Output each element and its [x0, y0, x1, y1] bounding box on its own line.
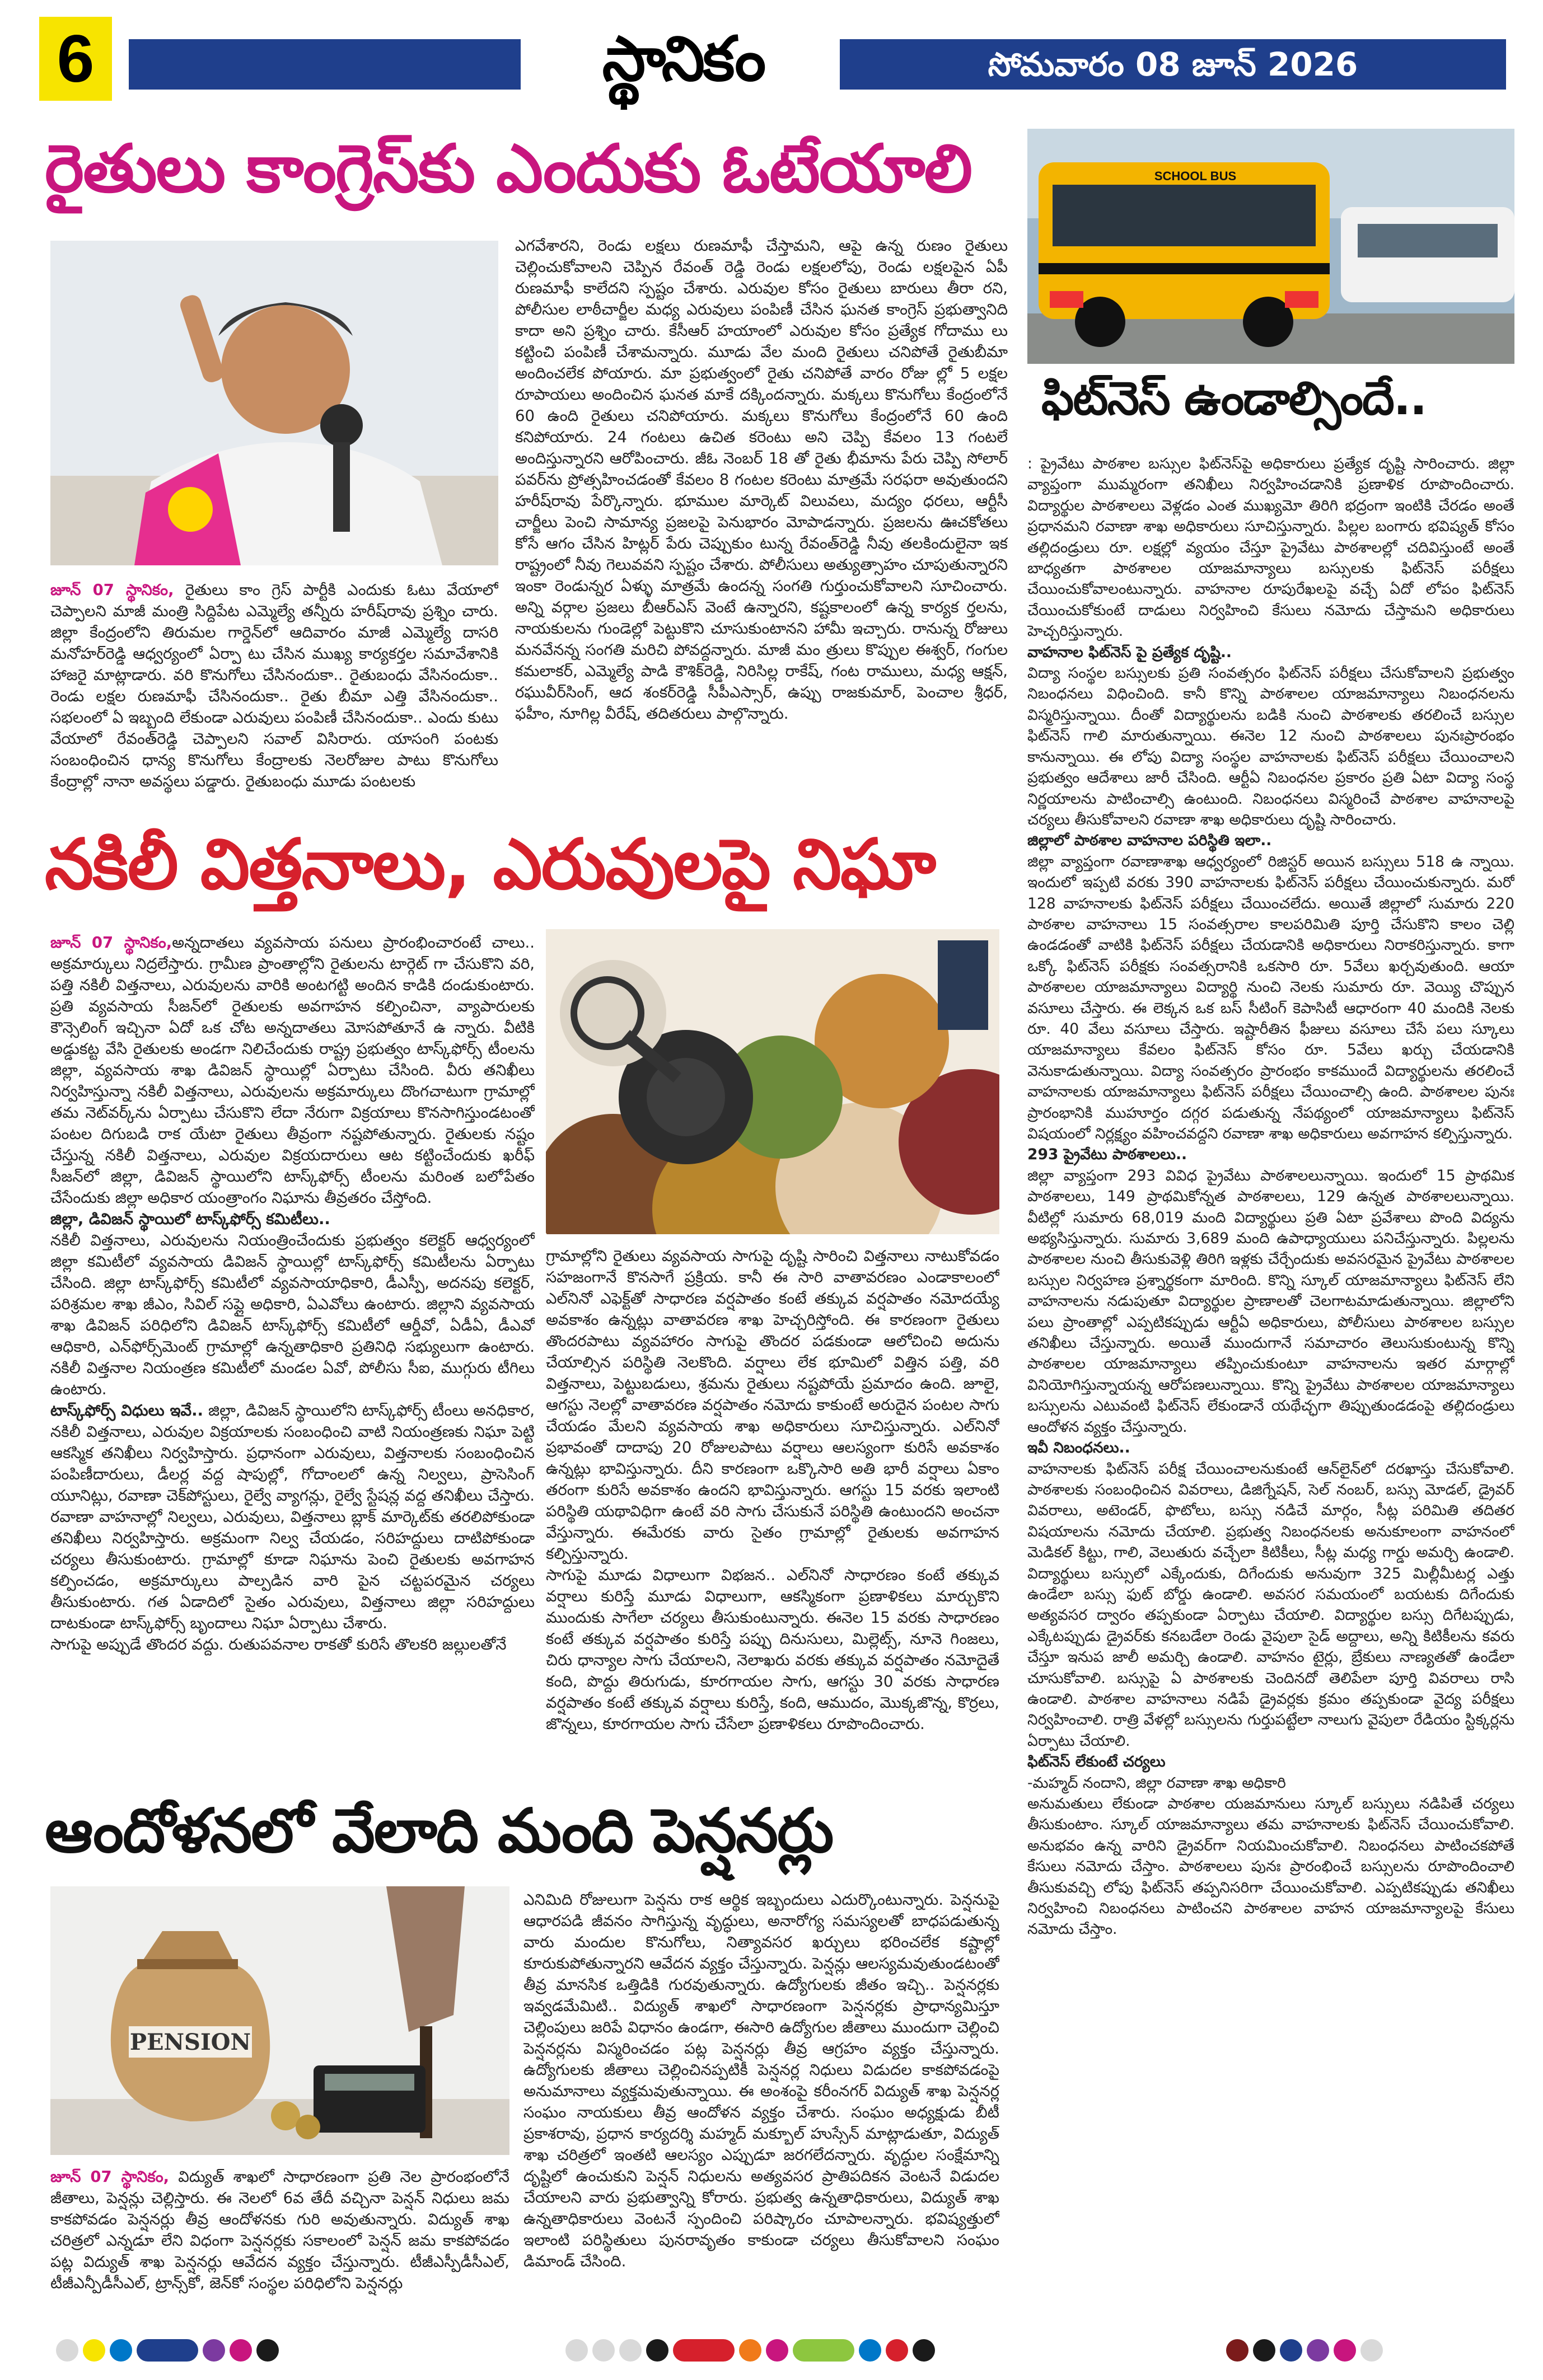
- footer-color-strip-right: [1226, 2337, 1506, 2364]
- footer-color-dot: [886, 2339, 908, 2362]
- header-band-left: [129, 39, 521, 90]
- footer-color-strip-left: [56, 2337, 448, 2364]
- pension-col1: [50, 2166, 509, 2317]
- seeds-body-1: అన్నదాతలు వ్యవసాయ పనులు ప్రారంభించారంటే చాలు.. అక్రమార్కులు నిద్రలేస్తారు. గ్రామీణ ప్రాంతాల్లోని రైతులను టార్గెట్ గా చేసుకొని వరి, పత్తి నకిలీ విత్తనాలు, ఎరువులను వారికి అంటగట్టి అందిన కాడికి దండుకుంటారు. ప్రతి వ్యవసాయ సీజన్‌లో రైతులకు అవగాహన కల్పించినా, వ్యాపారులకు కౌన్సెలింగ్ ఇచ్చినా ఏదో ఒక చోట అన్నదాతలు మోసపోతూనే ఉ న్నారు. వీటికి అడ్డుకట్ట వేసి రైతులకు అండగా నిలిచేందుకు రాష్ట్ర ప్రభుత్వం టాస్క్‌ఫోర్స్ టీంలను జిల్లా, వ్యవసాయ శాఖ డివిజన్ స్థాయిల్లో ఏర్పాటు చేసింది. వీరు తనిఖీలు నిర్వహిస్తున్నా నకిలీ విత్తనాలు, ఎరువులను అక్రమార్కులు దొంగచాటుగా గ్రామాల్లో తమ నెట్‌వర్క్‌ను ఏర్పాటు చేసుకొని లేదా నేరుగా విక్రయాలు కొనసాగిస్తుండటంతో పంటల దిగుబడి రాక యేటా రైతులు తీవ్రంగా నష్టపోతున్నారు. రైతులకు నష్టం చేస్తున్న నకిలీ విత్తనాలు, ఎరువుల విక్రయదారులు ఆట కట్టించేందుకు ఖరీఫ్ సీజన్‌లో జిల్లా, డివిజన్ స్థాయిలోని టాస్క్‌ఫోర్స్ టీంలను మరింత బలోపేతం చేసేందుకు జిల్లా అధికార యంత్రాంగం నిఘాను తీవ్రతరం చేస్తోంది.: [50, 934, 535, 1207]
- footer-color-dot: [1307, 2339, 1329, 2362]
- bus-photo-art: [1027, 129, 1514, 364]
- fitness-p1: : ప్రైవేటు పాఠశాల బస్సుల ఫిట్‌నెస్‌పై అధికారులు ప్రత్యేక దృష్టి సారించారు. జిల్లా వ్యాప్తంగా ముమ్మరంగా తనిఖీలు నిర్వహించడానికి ప్రణాళిక రూపొందించారు. విద్యార్థుల పాఠశాలలు వెళ్లడం ఎంత ముఖ్యమో తిరిగి భద్రంగా ఇంటికి చేరడం అంతే ప్రధానమని రవాణా శాఖ అధికారులు సూచిస్తున్నారు. పిల్లల బంగారు భవిష్యత్ కోసం తల్లిదండ్రులు రూ. లక్షల్లో వ్యయం చేస్తూ ప్రైవేటు పాఠశాలల్లో చదివిస్తుంటే అంతే బాధ్యతగా పాఠశాలల యాజమాన్యాలు బస్సులకు ఫిట్‌నెస్ పరీక్షలు చేయించుకోవాలంటున్నారు. వాహనాల రూపురేఖలపై వచ్చే ఏదో లోపం ఫిట్‌నెస్ చేయించుకోకుంటే దాడులు నిర్వహించి కేసులు నమోదు చేస్తామని అధికారులు హెచ్చరిస్తున్నారు.: [1027, 455, 1514, 640]
- issue-date: సోమవారం 08 జూన్ 2026: [988, 45, 1358, 83]
- seeds-photo: [546, 929, 999, 1234]
- footer-color-dot: [1253, 2339, 1275, 2362]
- footer-color-dot: [110, 2339, 132, 2362]
- footer-color-dot: [1360, 2339, 1383, 2362]
- footer-color-dot: [56, 2339, 78, 2362]
- seeds-dateline: జూన్ 07 స్థానికం,: [50, 934, 172, 952]
- pension-dateline: జూన్ 07 స్థానికం,: [50, 2168, 170, 2186]
- headline-farmers: రైతులు కాంగ్రెస్‌కు ఎందుకు ఓటేయాలి: [45, 130, 971, 207]
- fitness-quote-attrib: -మహ్మద్ నందాని, జిల్లా రవాణా శాఖ అధికారి: [1027, 1774, 1286, 1792]
- footer-color-dot: [83, 2339, 105, 2362]
- leader-photo: [50, 241, 498, 565]
- farmers-col2: [515, 235, 1008, 817]
- fitness-p3: విద్యా సంస్థల బస్సులకు ప్రతి సంవత్సరం ఫిట్‌నెస్ పరీక్షలు చేసుకోవాలని ప్రభుత్వం నిబంధనలు విధించింది. కానీ కొన్ని పాఠశాలల యాజమాన్యాలు నిబంధనలను విస్మరిస్తున్నాయి. దీంతో విద్యార్థులను బడికి నుంచి పాఠశాలకు తరలించే బస్సుల ఫిట్‌నెస్ గాలి మారుతున్నాయి. ఈనెల 12 నుంచి పాఠశాలలు పునఃప్రారంభం కానున్నాయి. ఈ లోపు విద్యా సంస్థల వాహనాలకు ఫిట్‌నెస్ పరీక్షలు చేయించాలని ప్రభుత్వం ఆదేశాలు జారీ చేసింది. ఆర్టీఏ నిబంధనల ప్రకారం ప్రతి ఏటా విద్యా సంస్థ నిర్ణయాలను పాటించాల్సి ఉంటుంది. నిబంధనలు విస్మరించే పాఠశాల వాహనాలపై చర్యలు తీసుకోవాలని రవాణా శాఖ అధికారులు దృష్టి సారించారు.: [1027, 664, 1514, 828]
- footer-color-dot: [913, 2339, 935, 2362]
- footer-color-dot: [859, 2339, 881, 2362]
- fitness-body: [1027, 453, 1514, 2245]
- pension-body-2: ఎనిమిది రోజులుగా పెన్షను రాక ఆర్థిక ఇబ్బందులు ఎదుర్కొంటున్నారు. పెన్షనుపై ఆధారపడి జీవనం సాగిస్తున్న వృద్ధులు, అనారోగ్య సమస్యలతో బాధపడుతున్న వారు మందుల కొనుగోలు, నిత్యావసర ఖర్చులు భరించలేక కష్టాల్లో కూరుకుపోతున్నారని ఆవేదన వ్యక్తం చేస్తున్నారు. పెన్షన్లు ఆలస్యమవుతుండటంతో తీవ్ర మానసిక ఒత్తిడికి గురవుతున్నారు. ఉద్యోగులకు జీతం ఇచ్చి.. పెన్షనర్లకు ఇవ్వడమేమిటి.. విద్యుత్ శాఖలో సాధారణంగా పెన్షనర్లకు ప్రాధాన్యమిస్తూ చెల్లింపులు జరిపే విధానం ఉండగా, ఈసారి ఉద్యోగుల జీతాలు ముందుగా చెల్లించి పెన్షనర్లను విస్మరించడం పట్ల పెన్షనర్లు తీవ్ర ఆగ్రహం వ్యక్తం చేస్తున్నారు. ఉద్యోగులకు జీతాలు చెల్లించినప్పటికీ పెన్షనర్ల నిధులు విడుదల కాకపోవడంపై అనుమానాలు వ్యక్తమవుతున్నాయి. ఈ అంశంపై కరీంనగర్ విద్యుత్ శాఖ పెన్షనర్ల సంఘం నాయకులు తీవ్ర ఆందోళన వ్యక్తం చేశారు. సంఘం అధ్యక్షుడు బీటీ ప్రకాశరావు, ప్రధాన కార్యదర్శి మహ్మద్ మక్బూల్ హుస్సేన్ మాట్లాడుతూ, విద్యుత్ శాఖ చరిత్రలో ఇంతటి ఆలస్యం ఎప్పుడూ జరగలేదన్నారు. వృద్ధుల సంక్షేమాన్ని దృష్టిలో ఉంచుకుని పెన్షన్ నిధులను అత్యవసర ప్రాతిపదికన వెంటనే విడుదల చేయాలని వారు ప్రభుత్వాన్ని కోరారు. ప్రభుత్వ ఉన్నతాధికారులు, విద్యుత్ శాఖ ఉన్నతాధికారులు వెంటనే స్పందించి పరిష్కారం చూపాలన్నారు. భవిష్యత్తులో ఇలాంటి పరిస్థితులు పునరావృతం కాకుండా చర్యలు తీసుకోవాలని సంఘం డిమాండ్ చేసింది.: [523, 1891, 999, 2270]
- farmers-dateline: జూన్ 07 స్థానికం,: [50, 581, 174, 599]
- fitness-sub5: ఫిట్‌నెస్ లేకుంటే చర్యలు: [1027, 1753, 1166, 1771]
- pension-col2: [523, 1889, 999, 2317]
- seeds-body-5: గ్రామాల్లోని రైతులు వ్యవసాయ సాగుపై దృష్టి సారించి విత్తనాలు నాటుకోవడం సహజంగానే కొనసాగే ప్రక్రియ. కానీ ఈ సారి వాతావరణం ఎండాకాలంలో ఎల్‌నినో ఎఫెక్ట్‌తో సాధారణ వర్షపాతం కంటే తక్కువ వర్షపాతం నమోదయ్యే అవకాశం ఉన్నట్లు వాతావరణ శాఖ హెచ్చరిస్తోంది. ఈ కారణంగా రైతులు తొందరపాటు వ్యవహారం సాగుపై తొందర పడకుండా ఆలోచించి అదును చేయాల్సిన పరిస్థితి నెలకొంది. వర్షాలు లేక భూమిలో విత్తిన పత్తి, వరి విత్తనాలు, పెట్టుబడులు, శ్రమను రైతులు నష్టపోయే ప్రమాదం ఉంది. జూలై, ఆగస్టు నెలల్లో వాతావరణ వర్షపాతం నమోదు కాకుంటే అరుదైన పంటల సాగు చేయడం మేలని వ్యవసాయ శాఖ అధికారులు సూచిస్తున్నారు. ఎల్‌నినో ప్రభావంతో దాదాపు 20 రోజులపాటు వర్షాలు ఆలస్యంగా కురిసే అవకాశం ఉన్నట్లు భావిస్తున్నారు. దీని కారణంగా ఒక్కొసారి అతి భారీ వర్షాలు ఏకాం తరంగా కురిసే అవకాశం ఉందని భావిస్తున్నారు. ఆగస్టు 15 వరకు ఇలాంటి పరిస్థితి యథావిధిగా ఉంటే వరి సాగు చేసుకునే పరిస్థితి ఉంటుందని అంచనా వేస్తున్నారు. ఈమేరకు వారు సైతం గ్రామాల్లో రైతులకు అవగాహన కల్పిస్తున్నారు.: [546, 1247, 999, 1563]
- footer-color-dot: [619, 2339, 642, 2362]
- headline-pensioners: ఆందోళనలో వేలాది మంది పెన్షనర్లు: [45, 1796, 833, 1866]
- seeds-body-4: సాగుపై అప్పుడే తొందర వద్దు. రుతుపవనాల రాకతో కురిసే తొలకరి జల్లులతోనే: [50, 1636, 507, 1653]
- footer-color-dot: [1334, 2339, 1356, 2362]
- footer-color-dot: [1226, 2339, 1249, 2362]
- footer-color-strip-center: [565, 2337, 1036, 2364]
- fitness-p9: వాహనాలకు ఫిట్‌నెస్ పరీక్ష చేయించాలనుకుంటే ఆన్‌లైన్‌లో దరఖాస్తు చేసుకోవాలి. పాఠశాలకు సంబంధించిన వివరాలు, డిజిగ్నేషన్, సెల్ నంబర్, బస్సు మోడల్, డ్రైవర్ వివరాలు, అటెండర్, ఫొటోలు, బస్సు నడిచే మార్గం, సీట్ల పరిమితి తదితర విషయాలను నమోదు చేయాలి. ప్రభుత్వ నిబంధనలకు అనుకూలంగా వాహనంలో మెడికల్ కిట్టు, గాలి, వెలుతురు వచ్చేలా కిటికీలు, సీట్ల మధ్య గార్డు అమర్చి ఉండాలి. విద్యార్థులు బస్సులో ఎక్కేందుకు, దిగేందుకు అనువుగా 325 మిల్లీమీటర్ల ఎత్తు ఉండేలా బస్సు ఫుట్ బోర్డు ఉండాలి. అవసర సమయంలో బయటకు దిగేందుకు అత్యవసర ద్వారం తప్పకుండా ఏర్పాటు చేయాలి. విద్యార్థుల బస్సు దిగేటప్పుడు, ఎక్కేటప్పుడు డ్రైవర్‌కు కనబడేలా రెండు వైపులా సైడ్ అద్దాలు, అన్ని కిటికీలను కవరు చేస్తూ ఇనుప జాలీ అమర్చి ఉండాలి. వాహనం టైర్లు, బ్రేకులు నాణ్యతతో ఉండేలా చూసుకోవాలి. బస్సుపై ఏ పాఠశాలకు చెందినదో తెలిపేలా పూర్తి వివరాలు రాసి ఉండాలి. పాఠశాల వాహనాలు నడిపే డ్రైవర్లకు క్రమం తప్పకుండా వైద్య పరీక్షలు నిర్వహించాలి. రాత్రి వేళల్లో బస్సులను గుర్తుపట్టేలా నాలుగు వైపులా రేడియం స్టిక్కర్లను ఏర్పాటు చేయాలి.: [1027, 1460, 1514, 1750]
- bus-sign: SCHOOL BUS: [1154, 169, 1237, 183]
- bus-photo: [1027, 129, 1514, 364]
- page-header: [0, 0, 1543, 100]
- footer-color-dot: [203, 2339, 225, 2362]
- footer-color-dot: [673, 2339, 735, 2362]
- footer-color-dot: [1280, 2339, 1302, 2362]
- seeds-sub1: జిల్లా, డివిజన్ స్థాయిలో టాస్క్‌ఫోర్స్ కమిటీలు..: [50, 1210, 330, 1228]
- footer-color-dot: [565, 2339, 588, 2362]
- headline-fitness: ఫిట్‌నెస్ ఉండాల్సిందే..: [1041, 372, 1427, 425]
- masthead: స్థానికం: [602, 23, 764, 95]
- fitness-sub1: వాహనాల ఫిట్‌నెస్ పై ప్రత్యేక దృష్టి..: [1027, 643, 1232, 661]
- farmers-body-1: రైతులు కాం గ్రెస్ పార్టీకి ఎందుకు ఓటు వేయాలో చెప్పాలని మాజీ మంత్రి సిద్దిపేట ఎమ్మెల్యే తన్నీరు హరీష్‌రావు ప్రశ్నిం చారు. జిల్లా కేంద్రంలోని తిరుమల గార్డెన్‌లో ఆదివారం మాజీ ఎమ్మెల్యే దాసరి మనోహర్‌రెడ్డి ఆధ్వర్యంలో ఏర్పా టు చేసిన ముఖ్య కార్యకర్తల సమావేశానికి హాజరై మాట్లాడారు. వరి కొనుగోలు చేసినందుకా.. రైతుబంధు వేసినందుకా.. రెండు లక్షల రుణమాఫీ చేసినందుకా.. రైతు బీమా ఎత్తి వేసినందుకా.. సభలంలో ఏ ఇబ్బంది లేకుండా ఎరువులు పంపిణీ చేసినందుకా.. ఎందు కుటు వేయాలో రేవంత్‌రెడ్డి చెప్పాలని సవాల్ విసిరారు. యాసంగి పంటకు సంబంధించిన ధాన్య కొనుగోలు కేంద్రాలకు నెలరోజుల పాటు కొనుగోలు కేంద్రాల్లో నానా అవస్థలు పడ్డారు. రైతుబంధు మూడు పంటలకు: [50, 581, 498, 790]
- seeds-col2: [546, 1245, 999, 1783]
- farmers-col1: [50, 579, 498, 814]
- pension-body-1: విద్యుత్ శాఖలో సాధారణంగా ప్రతి నెల ప్రారంభంలోనే జీతాలు, పెన్షన్లు చెల్లిస్తారు. ఈ నెలలో 6వ తేదీ వచ్చినా పెన్షన్ నిధులు జమ కాకపోవడం పెన్షనర్లు తీవ్ర ఆందోళనకు గురి అవుతున్నారు. విద్యుత్ శాఖ చరిత్రలో ఎన్నడూ లేని విధంగా పెన్షనర్లకు సకాలంలో పెన్షన్ జమ కాకపోవడం పట్ల విద్యుత్ శాఖ పెన్షనర్లు ఆవేదన వ్యక్తం చేస్తున్నారు. టీజీఎస్పీడీసీఎల్, టీజీఎన్పీడీసీఎల్, ట్రాన్స్‌కో, జెన్‌కో సంస్థల పరిధిలోని పెన్షనర్లు: [50, 2168, 509, 2292]
- seeds-photo-art: [546, 929, 999, 1234]
- fitness-p12: అనుమతులు లేకుండా పాఠశాల యజమానులు స్కూల్ బస్సులు నడిపితే చర్యలు తీసుకుంటాం. స్కూల్ యాజమాన్యాలు తమ వాహనాలకు ఫిట్‌నెస్ చేయించుకోవాలి. అనుభవం ఉన్న వారిని డ్రైవర్‌గా నియమించుకోవాలి. నిబంధనలు పాటించకపోతే కేసులు నమోదు చేస్తాం. పాఠశాలలు పునః ప్రారంభించే బస్సులను రూపొందించాలి తీసుకువచ్చి లోపు ఫిట్‌నెస్ తప్పనిసరిగా చేయించుకోవాలి. ఎప్పటికప్పుడు తనిఖీలు నిర్వహించి నిబంధనలు పాటించని పాఠశాలల వాహన యాజమాన్యాలపై కేసులు నమోదు చేస్తాం.: [1027, 1795, 1514, 1938]
- fitness-sub4: ఇవీ నిబంధనలు..: [1027, 1439, 1130, 1457]
- fitness-p5: జిల్లా వ్యాప్తంగా రవాణాశాఖ ఆధ్వర్యంలో రిజిస్టర్ అయిన బస్సులు 518 ఉ న్నాయి. ఇందులో ఇప్పటి వరకు 390 వాహనాలకు ఫిట్‌నెస్ పరీక్షలు చేయించుకున్నారు. మరో 128 వాహనాలకు ఫిట్‌నెస్ పరీక్షలు చేయించలేదు. అయితే జిల్లాలో సుమారు 220 పాఠశాల వాహనాలు 15 సంవత్సరాల కాలపరిమితి పూర్తి చేసుకొని కాలం చెల్లి ఉండడంతో వాటికి ఫిట్‌నెస్ పరీక్షలు చేయడానికి అధికారులు నిరాకరిస్తున్నారు. కాగా ఒక్కో ఫిట్‌నెస్ పరీక్షకు సంవత్సరానికి ఒకసారి రూ. 5వేలు ఖర్చవుతుంది. ఆయా పాఠశాలల యాజమాన్యాలు విద్యార్థి నుంచి నెలకు సుమారు రూ. వెయ్యి చొప్పున వసూలు చేస్తారు. ఈ లెక్కన ఒక బస్ సీటింగ్ కెపాసిటీ ఆధారంగా 40 మందికి నెలకు రూ. 40 వేలు వసూలు చేస్తారు. ఇష్టారీతిన ఫీజులు వసూలు చేసే పలు స్కూలు యాజమాన్యాలు కేవలం ఫిట్‌నెస్ కోసం రూ. 5వేలు ఖర్చు చేయడానికి వెనుకాడుతున్నాయి. విద్యా సంవత్సరం ప్రారంభం కాకముందే విద్యార్థులను తరలించే వాహనాలకు యాజమాన్యాలు ఫిట్‌నెస్ పరీక్షలు చేయించాల్సి ఉంది. పాఠశాలల పునః ప్రారంభానికి ముహూర్తం దగ్గర పడుతున్న నేపథ్యంలో యాజమాన్యాలు ఫిట్‌నెస్ విషయంలో నిర్లక్ష్యం వహించవద్దని రవాణా శాఖ అధికారులు అవగాహన కల్పిస్తున్నారు.: [1027, 852, 1514, 1142]
- footer-color-dot: [739, 2339, 761, 2362]
- footer-color-dot: [646, 2339, 668, 2362]
- seeds-body-3: [50, 1400, 535, 1634]
- footer-color-dot: [793, 2339, 854, 2362]
- farmers-body-2: ఎగవేశారని, రెండు లక్షలు రుణమాఫీ చేస్తామని, ఆపై ఉన్న రుణం రైతులు చెల్లించుకోవాలని చెప్పిన రేవంత్ రెడ్డి రెండు లక్షలలోపు, రెండు లక్షలపైన ఏపీ రుణమాఫీ కాలేదని స్పష్టం చేశారు. ఎరువుల కోసం రైతులు బారులు తీరా రని, పోలీసుల లాఠీచార్జీల మధ్య ఎరువులు పంపిణీ చేసిన ఘనత కాంగ్రెస్ ప్రభుత్వానిది కాదా అని ప్రశ్నిం చారు. కేసీఆర్ హయాంలో ఎరువుల కోసం ప్రత్యేక గోదాము లు కట్టించి పంపిణీ చేశామన్నారు. మూడు వేల మంది రైతులు చనిపోతే రైతుబీమా అందించలేక పోయారు. మా ప్రభుత్వంలో రైతు చనిపోతే వారం రోజు ల్లో 5 లక్షల రూపాయలు అందించిన ఘనత మాకే దక్కిందన్నారు. మక్కలు కొనుగోలు కేంద్రంలోనే 60 ఉంది రైతులు చనిపోయారు. మక్కలు కొనుగోలు కేంద్రంలోనే 60 ఉంది కనిపోయారు. 24 గంటలు ఉచిత కరెంటు అని చెప్పి కేవలం 13 గంటలే అందిస్తున్నారని ఆరోపించారు. జీఓ నెంబర్ 18 తో రైతు భీమాను పేరు చెప్పి సోలార్ పవర్‌ను ప్రోత్సహించడంతో కేవలం 8 గంటల కరెంటు మాత్రమే సరఫరా అవుతుందని హరీష్‌రావు పేర్కొన్నారు. భూముల మార్కెట్ విలువలు, మద్యం ధరలు, ఆర్టీసీ చార్జీలు పెంచి సామాన్య ప్రజలపై పెనుభారం మోపాడన్నారు. ప్రజలను ఊచకోతలు కోసే ఆగం చేసిన హిట్లర్ పేరు చెప్పుకుం టున్న రేవంత్‌రెడ్డి నీవు తలకిందులైనా ఇక రాష్ట్రంలో నీవు గెలువవని స్పష్టం చేశారు. పోలీసులు అత్యుత్సాహం చూపుతున్నారని ఇంకా రెండున్నర ఏళ్ళు మాత్రమే ఉందన్న సంగతి గుర్తుంచుకోవాలని సూచించారు. అన్ని వర్గాల ప్రజలు బీఆర్‌ఎస్ వెంటే ఉన్నారని, కష్టకాలంలో ఉన్న కార్యక ర్తలను, నాయకులను గుండెల్లో పెట్టుకొని చూసుకుంటానని హామీ ఇచ్చారు. రానున్న రోజులు మనవేనన్న సంగతి మరిచి పోవద్దన్నారు. మాజీ మం త్రులు కొప్పుల ఈశ్వర్, గంగుల కమలాకర్, ఎమ్మెల్యే పాడి కౌశిక్‌రెడ్డి, నిరిసిల్ల రాకేష్, గంట రాములు, మధ్య ఆక్షన్, రఘువీర్‌సింగ్, ఆద శంకర్‌రెడ్డి సీపీఎస్సార్, ఉప్పు రాజకుమార్, పెంచాల శ్రీధర్, ఫహీం, నూగిల్ల వీరేష్, తదితరులు పాల్గొన్నారు.: [515, 237, 1008, 723]
- page-number: 6: [39, 17, 112, 101]
- fitness-sub2: జిల్లాలో పాఠశాల వాహనాల పరిస్థితి ఇలా..: [1027, 832, 1272, 850]
- pension-bag-label: PENSION: [129, 2029, 251, 2055]
- footer-color-dot: [592, 2339, 615, 2362]
- footer-color-dot: [137, 2339, 198, 2362]
- footer-color-dot: [230, 2339, 252, 2362]
- seeds-col1: [50, 932, 535, 1783]
- headline-seeds: నకిలీ విత్తనాలు, ఎరువులపై నిఘా: [45, 824, 936, 905]
- footer-color-dot: [256, 2339, 279, 2362]
- fitness-sub3: 293 ప్రైవేటు పాఠశాలలు..: [1027, 1146, 1187, 1164]
- seeds-body-3-text: జిల్లా, డివిజన్ స్థాయిలోని టాస్క్‌ఫోర్స్ టీంలు అనధికార, నకిలీ విత్తనాలు, ఎరువుల విక్రయాలకు సంబంధించి వాటి నియంత్రణకు నిఘా పెట్టి ఆకస్మిక తనిఖీలు నిర్వహిస్తారు. ప్రధానంగా ఎరువులు, విత్తనాలకు సంబంధించిన పంపిణీదారులు, డీలర్ల వద్ద షాపుల్లో, గోదాంలలో ఉన్న నిల్వలు, ప్రాసెసింగ్ యూనిట్లు, రవాణా చెక్‌పోస్టులు, రైల్వే వ్యాగన్లు, రైల్వే స్టేషన్ల వద్ద తనిఖీలు చేస్తారు. రవాణా వాహనాల్లో నిల్వలు, ఎరువులు, విత్తనాలు బ్లాక్ మార్కెట్‌కు తరలిపోకుండా తనిఖీలు నిర్వహిస్తారు. అక్రమంగా నిల్వ చేయడం, సరిహద్దులు దాటిపోకుండా చర్యలు తీసుకుంటారు. గ్రామాల్లో కూడా నిఘాను పెంచి రైతులకు అవగాహన కల్పించడం, అక్రమార్కులు పాల్పడిన వారి పైన చట్టపరమైన చర్యలు తీసుకుంటారు. గత ఏడాదిలో సైతం ఎరువులు, విత్తనాలు జిల్లా సరిహద్దులు దాటకుండా టాస్క్‌ఫోర్స్ బృందాలు నిఘా ఏర్పాటు చేశారు.: [50, 1402, 535, 1632]
- footer-color-dot: [766, 2339, 788, 2362]
- leader-photo-art: [50, 241, 498, 565]
- pension-photo-art: [50, 1886, 509, 2155]
- fitness-p7: జిల్లా వ్యాప్తంగా 293 వివిధ ప్రైవేటు పాఠశాలలున్నాయి. ఇందులో 15 ప్రాథమిక పాఠశాలలు, 149 ప్రాథమికోన్నత పాఠశాలలు, 129 ఉన్నత పాఠశాలలున్నాయి. వీటిల్లో సుమారు 68,019 మంది విద్యార్థులు ప్రతి ఏటా ప్రవేశాలు పొంది విద్యను అభ్యసిస్తున్నారు. సుమారు 3,689 మంది ఉపాధ్యాయులు పనిచేస్తున్నారు. పిల్లలను పాఠశాలల నుంచి తీసుకువెళ్లి తిరిగి ఇళ్లకు చేర్చేందుకు అవసరమైన ప్రైవేటు పాఠశాలల బస్సుల నిర్వహణ ప్రశ్నార్థకంగా మారింది. కొన్ని స్కూల్ యాజమాన్యాలు ఫిట్‌నెస్ లేని వాహనాలను నడుపుతూ విద్యార్థుల ప్రాణాలతో చెలగాటమాడుతున్నాయి. జిల్లాలోని పలు ప్రాంతాల్లో ఎప్పటికప్పుడు ఆర్టీఏ అధికారులు, పోలీసులు పాఠశాలల బస్సుల తనిఖీలు చేస్తున్నారు. అయితే ముందుగానే సమాచారం తెలుసుకుంటున్న కొన్ని పాఠశాలల యాజమాన్యాలు తప్పించుకుంటూ వాహనాలను ఇతర మార్గాల్లో వినియోగిస్తున్నాయన్న ఆరోపణలున్నాయి. కొన్ని ప్రైవేటు పాఠశాలల యాజమాన్యాలు బస్సులను ఎటువంటి ఫిట్‌నెస్ లేకుండానే యథేచ్ఛగా తిప్పుతుండడంపై తల్లిదండ్రులు ఆందోళన వ్యక్తం చేస్తున్నారు.: [1027, 1166, 1514, 1436]
- seeds-body-2: నకిలీ విత్తనాలు, ఎరువులను నియంత్రించేందుకు ప్రభుత్వం కలెక్టర్ ఆధ్వర్యంలో జిల్లా కమిటీలో వ్యవసాయ డివిజన్ స్థాయిల్లో టాస్క్‌ఫోర్స్ కమిటీలను ఏర్పాటు చేసింది. జిల్లా టాస్క్‌ఫోర్స్ కమిటీలో వ్యవసాయాధికారి, డీఎస్పీ, అదనపు కలెక్టర్, పరిశ్రమల శాఖ జీఎం, సివిల్ సప్లై అధికారి, ఏఎవోలు ఉంటారు. జిల్లాని వ్యవసాయ శాఖ డివిజన్ పరిధిలోని డివిజన్ టాస్క్‌ఫోర్స్ కమిటీలో ఆర్డీవో, ఏడీఏ, డీఎవో ఆధికారి, ఎన్‌ఫోర్స్‌మెంట్ గ్రామాల్లో ఉన్నతాధికారి ప్రతినిధి సభ్యులుగా ఉంటారు. నకిలీ విత్తనాల నియంత్రణ కమిటీలో మండల ఏవో, పోలీసు సీఐ, ముగ్గురు టీ‌గిలు ఉంటారు.: [50, 1231, 535, 1398]
- pension-photo: [50, 1886, 509, 2155]
- seeds-body-6: సాగుపై మూడు విధాలుగా విభజన.. ఎల్‌నినో సాధారణం కంటే తక్కువ వర్షాలు కురిస్తే మూడు విధాలుగా, ఆకస్మికంగా ప్రణాళికలు మార్చుకొని ముందుకు సాగేలా చర్యలు తీసుకుంటున్నారు. ఈనెల 15 వరకు సాధారణం కంటే తక్కువ వర్షపాతం కురిస్తే పప్పు దినుసులు, మిల్లెట్స్, నూనె గింజలు, చిరు ధాన్యాల సాగు చేయాలని, నెలాఖరు వరకు తక్కువ వర్షపాతం నమోదైతే కంది, పొద్దు తిరుగుడు, కూరగాయల సాగు, ఆగస్టు 30 వరకు సాధారణ వర్షపాతం కంటే తక్కువ వర్షాలు కురిస్తే, కంది, ఆముదం, మొక్కజొన్న, కొర్రలు, జొన్నలు, కూరగాయల సాగు చేసేలా ప్రణాళికలు రూపొందించారు.: [546, 1566, 999, 1733]
- seeds-sub2: టాస్క్‌ఫోర్స్ విధులు ఇవే..: [50, 1402, 203, 1419]
